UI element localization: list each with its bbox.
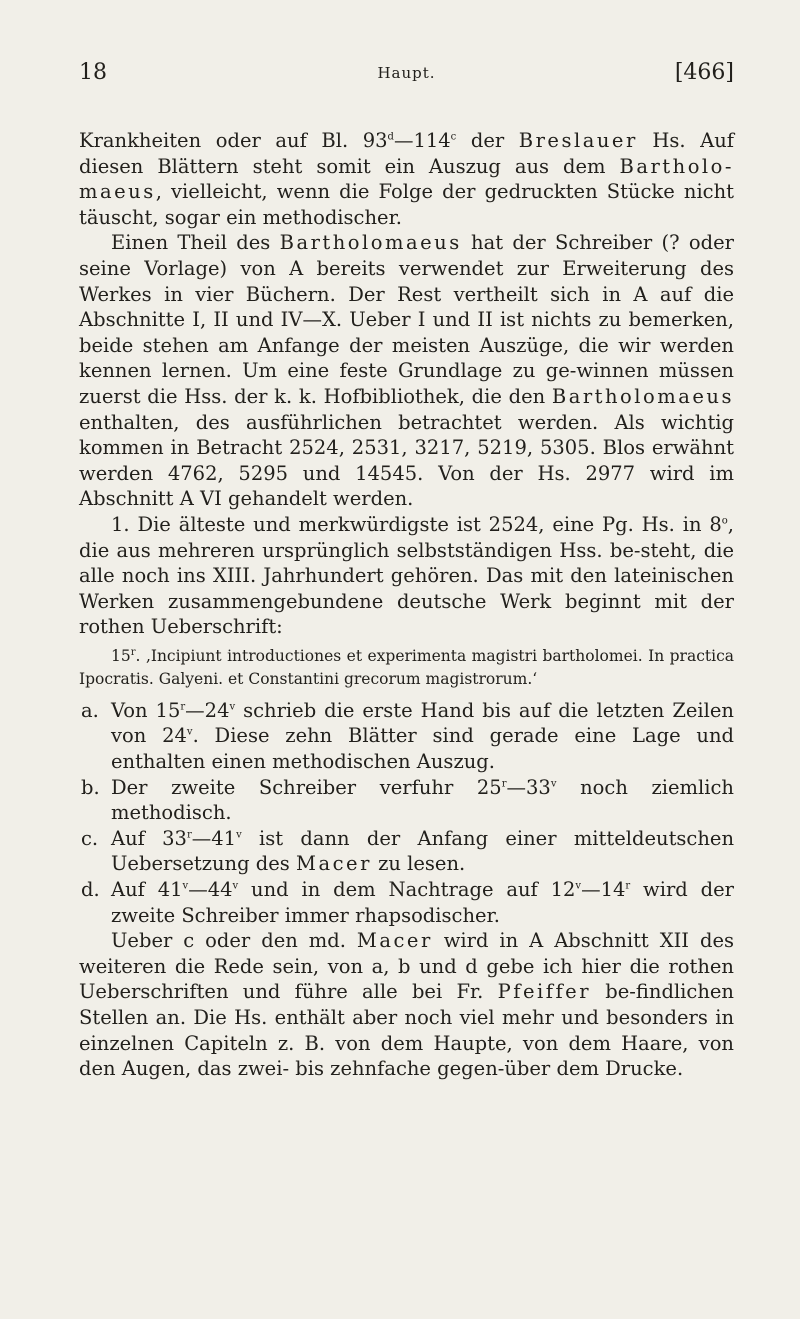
list-item-a: a. Von 15$^r$—24$^v$ schrieb die erste Hand bis auf die letzten Zeilen von 24$^v$. Diese zehn Blätter sind gerade eine Lage und enthalten einen methodischen Auszug. [81,698,734,774]
list-item-label: a. [81,698,99,722]
spaced-name: Bartholomaeus [279,231,462,255]
paragraph-1: Krankheiten oder auf Bl. 93$^d$—114$^c$ der Breslauer Hs. Auf diesen Blättern steht somit ein Auszug aus dem Bartholo-maeus, vielleicht, wenn die Folge der gedruckten Stücke nicht täuscht, sogar ein methodischer. [79,129,734,229]
list-item-d: d. Auf 41$^v$—44$^v$ und in dem Nachtrage auf 12$^v$—14$^r$ wird der zweite Schreiber immer rhapsodischer. [81,878,734,927]
list-item-b: b. Der zweite Schreiber verfuhr 25$^r$—33$^v$ noch ziemlich methodisch. [81,775,734,825]
running-title: Haupt. [377,64,436,82]
bracket-page-number: [466] [674,60,734,85]
list-item-c: c. Auf 33$^r$—41$^v$ ist dann der Anfang einer mitteldeutschen Uebersetzung des Macer zu lesen. [81,826,735,876]
paragraph-2: Einen Theil des Bartholomaeus hat der Schreiber (? oder seine Vorlage) von A bereits verwendet zur Erweiterung des Werkes in vier Büchern. Der Rest vertheilt sich in A auf die Abschnitte I, II und IV—X. Ueber I und II ist nichts zu bemerken, beide stehen am Anfange der meisten Auszüge, die wir werden kennen lernen. Um eine feste Grundlage zu ge-winnen müssen zuerst die Hss. der k. k. Hofbibliothek, die den Bartholomaeus enthalten, des ausführlichen betrachtet werden. Als wichtig kommen in Betracht 2524, 2531, 3217, 5219, 5305. Blos erwähnt werden 4762, 5295 und 14545. Von der Hs. 2977 wird im Abschnitt A VI gehandelt werden. [79,231,734,511]
spaced-name: Macer [356,929,433,953]
book-page [79,56,734,1082]
spaced-name: Pfeiffer [497,980,592,1004]
list-item-label: b. [81,775,100,799]
list-item-label: c. [81,826,99,850]
quoted-rubric: 15$^r$. ‚Incipiunt introductiones et experimenta magistri bartholomei. In practica Ipocratis. Galyeni. et Constantini grecorum magistrorum.‘ [79,646,734,688]
spaced-name: Bartholomaeus [551,384,734,408]
page-number: 18 [79,60,107,85]
page-body [79,128,734,1082]
paragraph-4: Ueber c oder den md. Macer wird in A Abschnitt XII des weiteren die Rede sein, von a, b und d gebe ich hier die rothen Ueberschriften und führe alle bei Fr. Pfeiffer be-findlichen Stellen an. Die Hs. enthält aber noch viel mehr und besonders in einzelnen Capiteln z. B. von dem Haupte, von dem Haare, von den Augen, das zwei- bis zehnfache gegen-über dem Drucke. [79,929,734,1081]
spaced-name: Bartholo-maeus [79,154,734,204]
spaced-name: Breslauer [518,129,638,152]
page-header [79,56,734,96]
spaced-name: Macer [296,852,372,876]
paragraph-3: 1. Die älteste und merkwürdigste ist 2524, eine Pg. Hs. in 8$^o$, die aus mehreren ursprünglich selbstständigen Hss. be-steht, die alle noch ins XIII. Jahrhundert gehören. Das mit den lateinischen Werken zusammengebundene deutsche Werk beginnt mit der rothen Ueberschrift: [79,512,734,639]
list-item-label: d. [81,878,100,902]
